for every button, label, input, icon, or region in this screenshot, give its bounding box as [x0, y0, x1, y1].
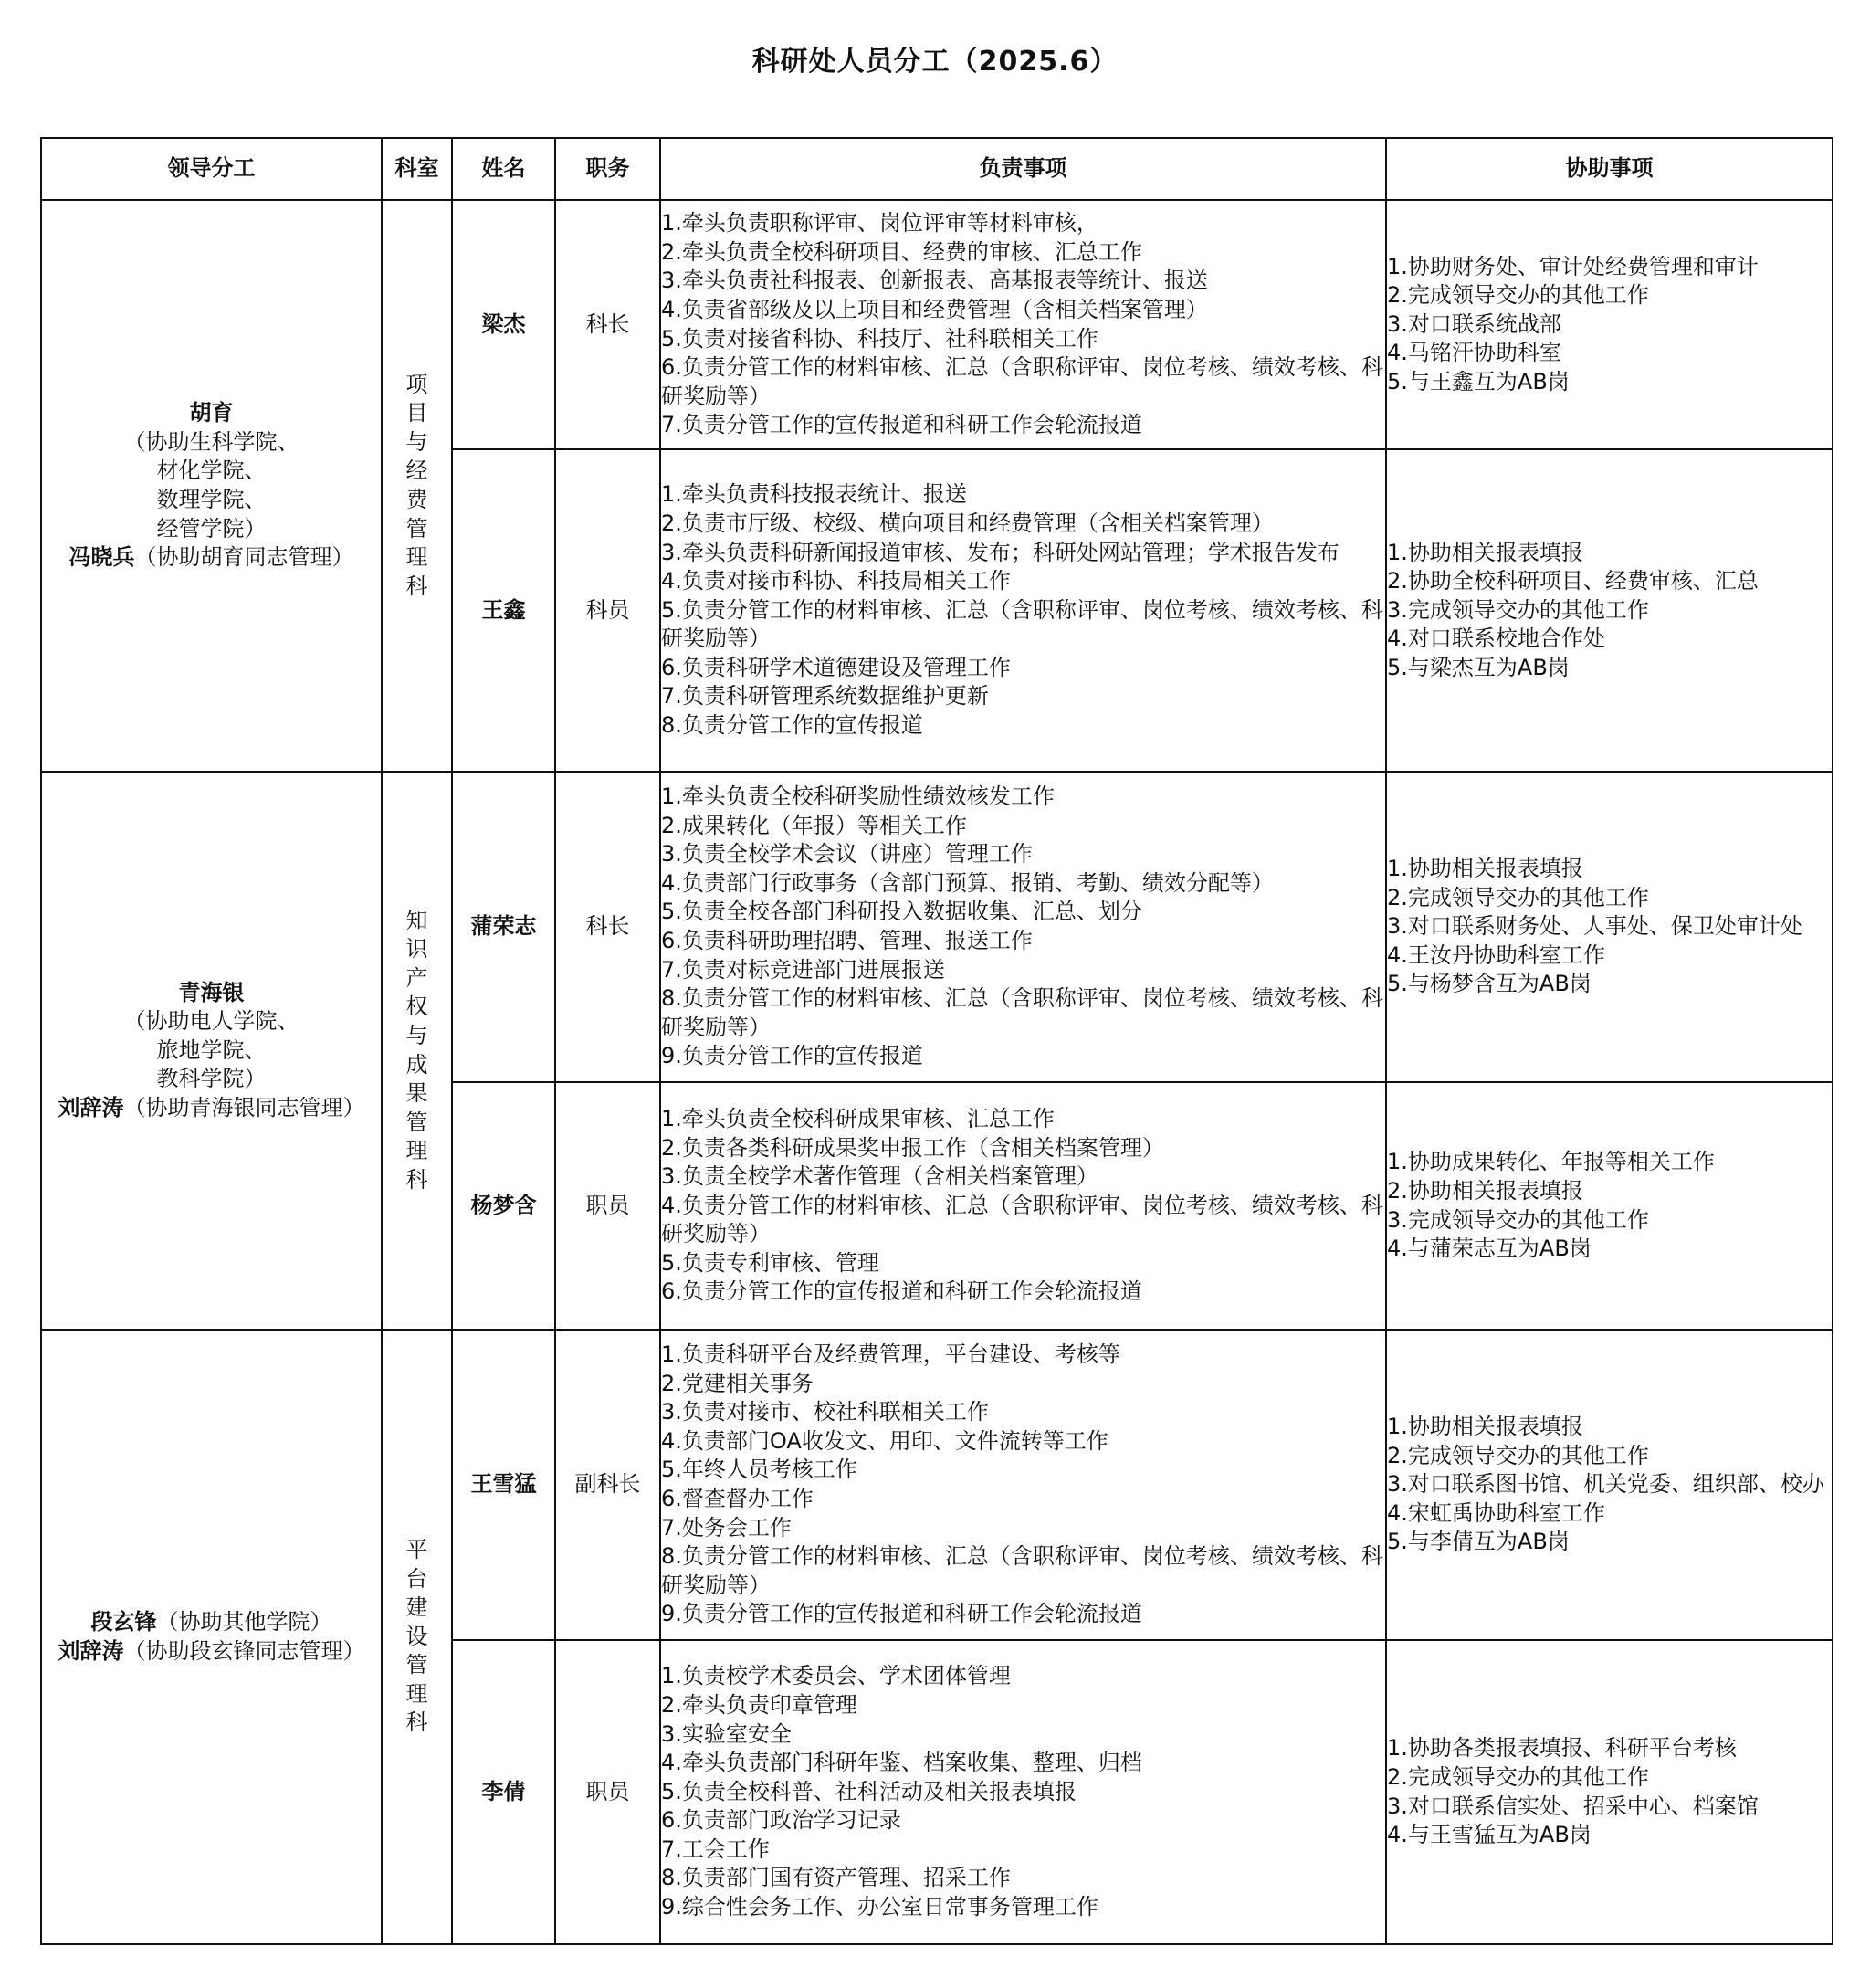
assist-item: 2.完成领导交办的其他工作 [1387, 1763, 1649, 1790]
assist-item: 1.协助各类报表填报、科研平台考核 [1387, 1735, 1737, 1762]
duty-item: 2.负责市厅级、校级、横向项目和经费管理（含相关档案管理） [661, 510, 1274, 536]
header-name: 姓名 [452, 138, 555, 200]
assist-cell [1386, 1640, 1833, 1944]
duties-cell [660, 1082, 1386, 1330]
staff-position: 职员 [555, 1640, 660, 1944]
staff-name: 李倩 [452, 1640, 555, 1944]
duty-item: 3.负责对接市、校社科联相关工作 [661, 1399, 989, 1425]
leader-line [42, 1065, 381, 1094]
header-leader: 领导分工 [41, 138, 382, 200]
duty-item: 6.负责科研助理招聘、管理、报送工作 [661, 928, 1033, 953]
leader-name: 刘辞涛 [58, 1637, 124, 1664]
duties-cell [660, 449, 1386, 772]
staff-name: 蒲荣志 [452, 772, 555, 1082]
leader-cell [41, 772, 382, 1330]
office-cell [382, 772, 452, 1330]
duty-item: 7.负责对标竞进部门进展报送 [661, 956, 945, 983]
header-position: 职务 [555, 138, 660, 200]
duty-item: 5.年终人员考核工作 [661, 1457, 857, 1483]
office-name: 平台建设管理科 [405, 1536, 428, 1736]
assist-cell [1386, 772, 1833, 1082]
staff-name: 王鑫 [452, 449, 555, 772]
assist-cell [1386, 200, 1833, 449]
duty-item: 7.处务会工作 [661, 1514, 792, 1541]
assist-item: 3.对口联系信实处、招采中心、档案馆 [1387, 1793, 1759, 1819]
leader-note: （协助胡育同志管理） [134, 544, 354, 571]
staff-position: 科员 [555, 449, 660, 772]
assist-cell [1386, 1330, 1833, 1640]
assist-item: 5.与杨梦含互为AB岗 [1387, 971, 1592, 997]
assist-item: 2.协助相关报表填报 [1387, 1177, 1583, 1204]
duty-item: 7.工会工作 [661, 1835, 770, 1862]
duty-item: 5.负责专利审核、管理 [661, 1249, 879, 1276]
leader-line [42, 1608, 381, 1637]
duty-item: 1.负责校学术委员会、学术团体管理 [661, 1663, 1011, 1689]
duty-item: 8.负责部门国有资产管理、招采工作 [661, 1865, 1011, 1891]
duties-cell [660, 772, 1386, 1082]
duty-item: 5.负责分管工作的材料审核、汇总（含职称评审、岗位考核、绩效考核、科研奖励等） [661, 596, 1383, 652]
leader-note: 教科学院） [156, 1066, 267, 1092]
duty-item: 3.实验室安全 [661, 1720, 792, 1747]
assist-item: 1.协助财务处、审计处经费管理和审计 [1387, 253, 1759, 279]
assist-item: 2.完成领导交办的其他工作 [1387, 884, 1649, 910]
header-duties: 负责事项 [660, 138, 1386, 200]
staff-name: 王雪猛 [452, 1330, 555, 1640]
duty-item: 6.督查督办工作 [661, 1486, 814, 1511]
assist-item: 3.完成领导交办的其他工作 [1387, 596, 1649, 623]
staff-position: 科长 [555, 772, 660, 1082]
assist-item: 3.对口联系财务处、人事处、保卫处审计处 [1387, 913, 1802, 940]
leader-name: 青海银 [178, 979, 245, 1005]
duty-item: 3.牵头负责社科报表、创新报表、高基报表等统计、报送 [661, 268, 1208, 294]
assist-item: 5.与梁杰互为AB岗 [1387, 654, 1570, 680]
assist-item: 4.马铭汗协助科室 [1387, 340, 1561, 366]
duty-item: 9.负责分管工作的宣传报道 [661, 1043, 923, 1069]
duty-item: 1.牵头负责全校科研成果审核、汇总工作 [661, 1105, 1055, 1131]
office-cell [382, 200, 452, 772]
duty-item: 5.负责对接省科协、科技厅、社科联相关工作 [661, 325, 1098, 352]
table-row [41, 772, 1833, 1082]
duty-item: 1.牵头负责全校科研奖励性绩效核发工作 [661, 784, 1055, 810]
duty-item: 2.负责各类科研成果奖申报工作（含相关档案管理） [661, 1134, 1164, 1161]
duty-item: 4.负责分管工作的材料审核、汇总（含职称评审、岗位考核、绩效考核、科研奖励等） [661, 1192, 1383, 1247]
leader-line [42, 1036, 381, 1066]
duty-item: 7.负责科研管理系统数据维护更新 [661, 683, 989, 710]
leader-note: 旅地学院、 [156, 1036, 267, 1063]
staff-position: 职员 [555, 1082, 660, 1330]
leader-note: （协助段玄锋同志管理） [123, 1637, 365, 1664]
leader-line [42, 979, 381, 1008]
assist-cell [1386, 449, 1833, 772]
duty-item: 1.牵头负责科技报表统计、报送 [661, 481, 967, 508]
duty-item: 2.成果转化（年报）等相关工作 [661, 812, 967, 838]
duty-item: 8.负责分管工作的宣传报道 [661, 712, 923, 739]
leader-line [42, 1094, 381, 1123]
duty-item: 4.负责对接市科协、科技局相关工作 [661, 568, 1011, 594]
assist-item: 1.协助相关报表填报 [1387, 539, 1583, 565]
leader-line [42, 428, 381, 458]
duty-item: 4.负责部门行政事务（含部门预算、报销、考勤、绩效分配等） [661, 869, 1274, 896]
duty-item: 3.负责全校学术会议（讲座）管理工作 [661, 841, 1033, 868]
office-cell [382, 1330, 452, 1944]
leader-note: 经管学院） [156, 515, 267, 542]
leader-note: （协助电人学院、 [123, 1008, 299, 1035]
assist-item: 5.与王鑫互为AB岗 [1387, 368, 1570, 394]
duty-item: 5.负责全校科普、社科活动及相关报表填报 [661, 1778, 1077, 1804]
duty-item: 5.负责全校各部门科研投入数据收集、汇总、划分 [661, 899, 1142, 925]
duty-item: 8.负责分管工作的材料审核、汇总（含职称评审、岗位考核、绩效考核、科研奖励等） [661, 985, 1383, 1040]
office-name: 项目与经费管理科 [405, 371, 428, 599]
table-row [41, 200, 1833, 449]
duty-item: 6.负责部门政治学习记录 [661, 1807, 901, 1834]
leader-line [42, 1637, 381, 1667]
header-row [41, 138, 1833, 200]
duty-item: 1.牵头负责职称评审、岗位评审等材料审核， [661, 210, 1098, 237]
assist-item: 2.完成领导交办的其他工作 [1387, 282, 1649, 309]
assist-item: 1.协助相关报表填报 [1387, 856, 1583, 882]
leader-line [42, 1007, 381, 1036]
leader-cell [41, 1330, 382, 1944]
leader-name: 段玄锋 [90, 1608, 157, 1635]
assist-cell [1386, 1082, 1833, 1330]
duty-item: 1.负责科研平台及经费管理，平台建设、考核等 [661, 1341, 1120, 1368]
page-title: 科研处人员分工（2025.6） [751, 46, 1119, 78]
assist-item: 2.协助全校科研项目、经费审核、汇总 [1387, 568, 1759, 594]
duty-item: 4.牵头负责部门科研年鉴、档案收集、整理、归档 [661, 1750, 1142, 1776]
assist-item: 1.协助成果转化、年报等相关工作 [1387, 1149, 1715, 1175]
duty-item: 6.负责分管工作的宣传报道和科研工作会轮流报道 [661, 1278, 1142, 1305]
header-office: 科室 [382, 138, 452, 200]
duty-item: 6.负责分管工作的材料审核、汇总（含职称评审、岗位考核、绩效考核、科研奖励等） [661, 354, 1383, 409]
duty-item: 6.负责科研学术道德建设及管理工作 [661, 654, 1011, 680]
leader-note: 数理学院、 [156, 487, 267, 512]
duty-item: 3.牵头负责科研新闻报道审核、发布；科研处网站管理；学术报告发布 [661, 539, 1339, 565]
staff-position: 科长 [555, 200, 660, 449]
leader-cell [41, 200, 382, 772]
leader-name: 胡育 [189, 400, 234, 426]
assist-item: 4.与蒲荣志互为AB岗 [1387, 1236, 1592, 1262]
duty-item: 3.负责全校学术著作管理（含相关档案管理） [661, 1163, 1098, 1190]
table-row [41, 1330, 1833, 1640]
leader-note: （协助其他学院） [156, 1608, 332, 1635]
office-name: 知识产权与成果管理科 [405, 907, 428, 1193]
assist-item: 3.对口联系图书馆、机关党委、组织部、校办 [1387, 1471, 1824, 1498]
assist-item: 4.与王雪猛互为AB岗 [1387, 1822, 1592, 1848]
leader-line [42, 457, 381, 486]
assist-item: 4.王汝丹协助科室工作 [1387, 941, 1605, 968]
leader-name: 刘辞涛 [58, 1094, 124, 1120]
assist-item: 3.对口联系统战部 [1387, 310, 1561, 337]
staff-name: 梁杰 [452, 200, 555, 449]
leader-line [42, 543, 381, 573]
leader-note: （协助青海银同志管理） [123, 1094, 365, 1120]
leader-name: 冯晓兵 [68, 544, 135, 571]
duty-item: 7.负责分管工作的宣传报道和科研工作会轮流报道 [661, 412, 1142, 438]
leader-note: 材化学院、 [156, 458, 267, 484]
staff-position: 副科长 [555, 1330, 660, 1640]
duties-cell [660, 1640, 1386, 1944]
header-assist: 协助事项 [1386, 138, 1833, 200]
leader-line [42, 486, 381, 515]
duty-item: 2.牵头负责全校科研项目、经费的审核、汇总工作 [661, 238, 1142, 265]
duty-item: 4.负责省部级及以上项目和经费管理（含相关档案管理） [661, 296, 1208, 322]
assist-item: 2.完成领导交办的其他工作 [1387, 1442, 1649, 1468]
assist-item: 3.完成领导交办的其他工作 [1387, 1206, 1649, 1233]
assist-item: 4.对口联系校地合作处 [1387, 626, 1605, 652]
assist-item: 4.宋虹禹协助科室工作 [1387, 1499, 1605, 1526]
staff-assignment-table [40, 137, 1833, 1945]
leader-line [42, 515, 381, 544]
duty-item: 9.综合性会务工作、办公室日常事务管理工作 [661, 1894, 1098, 1920]
leader-note: （协助生科学院、 [123, 428, 299, 455]
duty-item: 8.负责分管工作的材料审核、汇总（含职称评审、岗位考核、绩效考核、科研奖励等） [661, 1543, 1383, 1598]
duty-item: 2.党建相关事务 [661, 1370, 814, 1396]
assist-item: 5.与李倩互为AB岗 [1387, 1529, 1570, 1555]
duty-item: 9.负责分管工作的宣传报道和科研工作会轮流报道 [661, 1601, 1142, 1627]
duty-item: 4.负责部门OA收发文、用印、文件流转等工作 [661, 1427, 1108, 1454]
duties-cell [660, 200, 1386, 449]
staff-name: 杨梦含 [452, 1082, 555, 1330]
assist-item: 1.协助相关报表填报 [1387, 1414, 1583, 1440]
duties-cell [660, 1330, 1386, 1640]
leader-line [42, 399, 381, 428]
duty-item: 2.牵头负责印章管理 [661, 1691, 857, 1718]
